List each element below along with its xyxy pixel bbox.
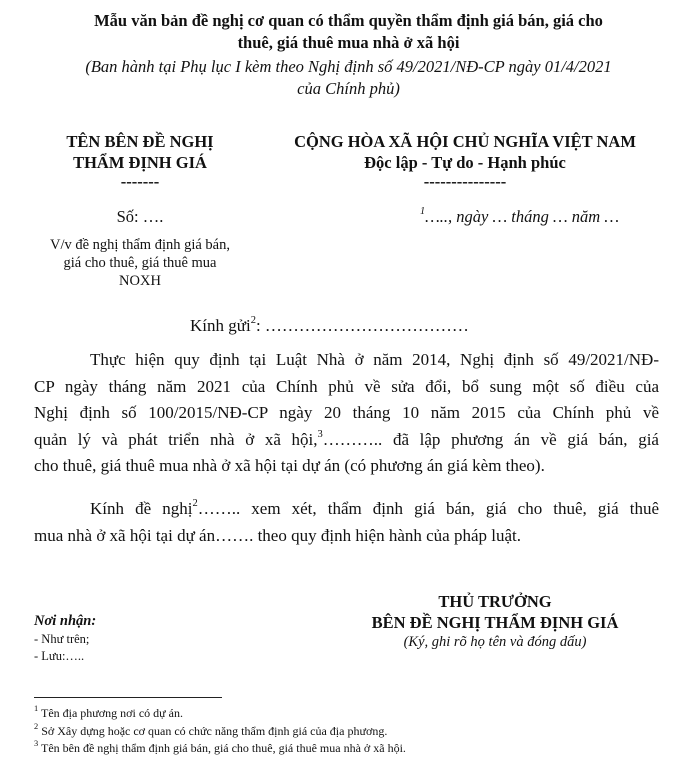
recipients-label: Nơi nhận: bbox=[34, 613, 97, 629]
org-line-1: TÊN BÊN ĐỀ NGHỊ bbox=[66, 132, 214, 151]
para1-line-4 bbox=[34, 427, 659, 454]
motto-line-2: Độc lập - Tự do - Hạnh phúc bbox=[364, 153, 566, 172]
motto-line-1: CỘNG HÒA XÃ HỘI CHỦ NGHĨA VIỆT NAM bbox=[294, 132, 636, 151]
recipient-line bbox=[190, 316, 469, 336]
signature-title-1: THỦ TRƯỞNG bbox=[438, 592, 552, 611]
document-date bbox=[420, 207, 619, 227]
para2-footnote-ref: 2 bbox=[192, 498, 198, 510]
national-motto bbox=[250, 131, 680, 191]
footnote-2-num: 2 bbox=[34, 721, 39, 731]
footnote-3 bbox=[34, 740, 406, 758]
footnote-1-num: 1 bbox=[34, 704, 39, 714]
para1-line-3: Nghị định số 100/2015/NĐ-CP ngày 20 tháng 10 năm 2015 của Chính phủ về bbox=[34, 403, 659, 422]
paragraph-1 bbox=[34, 347, 659, 480]
org-name bbox=[30, 131, 250, 191]
subtitle-line-1: (Ban hành tại Phụ lục I kèm theo Nghị định số 49/2021/NĐ-CP ngày 01/4/2021 bbox=[85, 57, 612, 76]
subtitle-line-2: của Chính phủ) bbox=[297, 79, 400, 98]
signature-block bbox=[330, 591, 660, 652]
date-text: ….., ngày … tháng … năm … bbox=[425, 207, 619, 226]
para1-footnote-ref: 3 bbox=[317, 428, 323, 440]
para2-a: Kính đề nghị bbox=[90, 499, 193, 518]
footnote-1 bbox=[34, 705, 406, 723]
para1-line-4b: ……….. đã lập phương án về giá bán, giá bbox=[322, 429, 659, 449]
recipient-value: : ……………………………… bbox=[255, 316, 469, 335]
title-line-2: thuê, giá thuê mua nhà ở xã hội bbox=[237, 33, 460, 52]
para2-line-2: mua nhà ở xã hội tại dự án……. theo quy định hiện hành của pháp luật. bbox=[34, 525, 522, 545]
document-title bbox=[0, 10, 697, 54]
date-footnote-ref: 1 bbox=[420, 206, 426, 218]
footnote-2 bbox=[34, 723, 406, 741]
org-divider: ------- bbox=[120, 172, 160, 191]
org-line-2: THẨM ĐỊNH GIÁ bbox=[73, 153, 207, 172]
para1-line-5: cho thuê, giá thuê mua nhà ở xã hội tại dự án (có phương án giá kèm theo). bbox=[34, 456, 545, 475]
para1-line-4a: quản lý và phát triển nhà ở xã hội, bbox=[34, 429, 318, 449]
subject bbox=[30, 236, 250, 290]
footnote-1-text: Tên địa phương nơi có dự án. bbox=[40, 706, 183, 720]
recipients-list bbox=[34, 612, 96, 665]
subject-line-1: V/v đề nghị thẩm định giá bán, bbox=[49, 237, 230, 253]
footnote-separator bbox=[34, 697, 222, 698]
footnotes bbox=[34, 705, 406, 758]
paragraph-2 bbox=[34, 496, 659, 549]
document-number: Số: …. bbox=[116, 207, 164, 226]
subject-line-2: giá cho thuê, giá thuê mua bbox=[63, 255, 217, 271]
para2-line-1 bbox=[34, 496, 659, 523]
footnote-3-num: 3 bbox=[34, 739, 39, 749]
footnote-3-text: Tên bên đề nghị thẩm định giá bán, giá cho thuê, giá thuê mua nhà ở xã hội. bbox=[40, 741, 406, 755]
para1-line-1: Thực hiện quy định tại Luật Nhà ở năm 2014, Nghị định số 49/2021/NĐ- bbox=[90, 350, 659, 369]
para1-line-2: CP ngày tháng năm 2021 của Chính phủ về sửa đổi, bổ sung một số điều của bbox=[34, 376, 659, 396]
footnote-2-text: Sở Xây dựng hoặc cơ quan có chức năng thẩm định giá của địa phương. bbox=[41, 723, 388, 738]
recipient-footnote-ref: 2 bbox=[250, 315, 256, 327]
signature-note: (Ký, ghi rõ họ tên và đóng dấu) bbox=[403, 634, 587, 650]
subject-line-3: NOXH bbox=[119, 273, 161, 289]
document-subtitle bbox=[0, 56, 697, 100]
recipient-label: Kính gửi bbox=[190, 316, 251, 335]
motto-divider: --------------- bbox=[423, 172, 507, 191]
recipients-item-2: - Lưu:….. bbox=[34, 649, 85, 663]
para2-b: …….. xem xét, thẩm định giá bán, giá cho thuê, giá thuê bbox=[197, 499, 659, 518]
signature-title-2: BÊN ĐỀ NGHỊ THẨM ĐỊNH GIÁ bbox=[371, 613, 619, 632]
title-line-1: Mẫu văn bản đề nghị cơ quan có thẩm quyền thẩm định giá bán, giá cho bbox=[94, 11, 603, 30]
recipients-item-1: - Như trên; bbox=[34, 632, 90, 646]
